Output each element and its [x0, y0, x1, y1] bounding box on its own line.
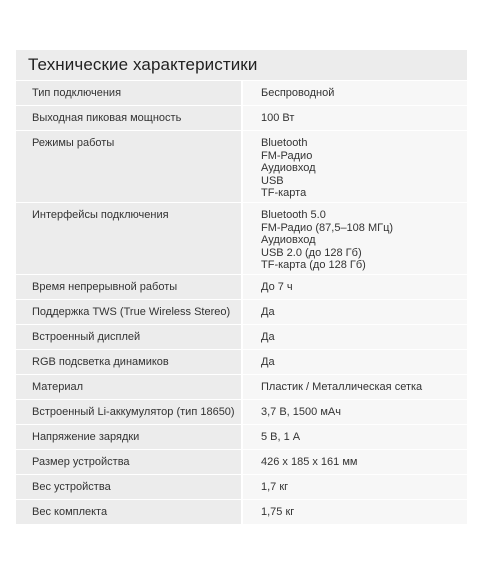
spec-value-line: USB [261, 174, 284, 187]
spec-label: Время непрерывной работы [16, 275, 241, 299]
spec-label: Выходная пиковая мощность [16, 106, 241, 130]
spec-value [243, 400, 467, 424]
spec-value [243, 106, 467, 130]
spec-value-line: TF-карта [261, 187, 307, 199]
spec-value [243, 300, 467, 324]
spec-value-line: 1,7 кг [261, 481, 289, 493]
spec-row [16, 325, 467, 350]
spec-label: Вес комплекта [16, 500, 241, 524]
spec-row [16, 425, 467, 450]
spec-value [243, 131, 467, 202]
spec-value-line: Беспроводной [261, 87, 335, 99]
spec-label: RGB подсветка динамиков [16, 350, 241, 374]
spec-value-line: TF-карта (до 128 Гб) [261, 259, 366, 271]
spec-value [243, 500, 467, 524]
spec-value-line: Bluetooth 5.0 [261, 209, 326, 221]
spec-row [16, 131, 467, 203]
spec-row [16, 300, 467, 325]
spec-row [16, 350, 467, 375]
spec-value [243, 275, 467, 299]
spec-value [243, 81, 467, 105]
spec-row [16, 375, 467, 400]
spec-value-line: 5 В, 1 А [261, 431, 301, 443]
spec-value-line: Bluetooth [261, 137, 308, 149]
spec-label: Встроенный Li-аккумулятор (тип 18650) [16, 400, 241, 424]
spec-value [243, 203, 467, 274]
spec-value-line: USB 2.0 (до 128 Гб) [261, 246, 362, 259]
spec-value [243, 450, 467, 474]
spec-label: Интерфейсы подключения [16, 203, 241, 274]
spec-row [16, 203, 467, 275]
spec-label: Режимы работы [16, 131, 241, 202]
section-title: Технические характеристики [28, 55, 258, 74]
spec-value-line: До 7 ч [261, 281, 293, 293]
section-header [16, 50, 467, 80]
spec-value-line: Аудиовход [261, 234, 316, 246]
spec-value-line: Да [261, 331, 275, 343]
spec-value [243, 425, 467, 449]
spec-row [16, 500, 467, 525]
specs-table [16, 81, 467, 525]
spec-value [243, 375, 467, 399]
spec-value-line: Да [261, 306, 275, 318]
spec-value-line: Пластик / Металлическая сетка [261, 381, 423, 393]
spec-row [16, 400, 467, 425]
spec-value-line: 426 x 185 x 161 мм [261, 456, 358, 468]
spec-row [16, 106, 467, 131]
spec-value-line: 1,75 кг [261, 506, 295, 518]
spec-label: Напряжение зарядки [16, 425, 241, 449]
spec-value-line: Аудиовход [261, 162, 316, 174]
spec-value [243, 350, 467, 374]
spec-label: Размер устройства [16, 450, 241, 474]
spec-value-line: FM-Радио (87,5–108 МГц) [261, 221, 394, 234]
spec-row [16, 475, 467, 500]
spec-label: Поддержка TWS (True Wireless Stereo) [16, 300, 241, 324]
spec-value-line: 3,7 В, 1500 мАч [261, 406, 341, 418]
spec-row [16, 450, 467, 475]
spec-row [16, 81, 467, 106]
spec-value-line: Да [261, 356, 275, 368]
spec-label: Тип подключения [16, 81, 241, 105]
spec-value [243, 325, 467, 349]
spec-value [243, 475, 467, 499]
spec-value-line: FM-Радио [261, 149, 313, 162]
spec-row [16, 275, 467, 300]
spec-value-line: 100 Вт [261, 112, 295, 124]
spec-label: Материал [16, 375, 241, 399]
spec-label: Вес устройства [16, 475, 241, 499]
spec-label: Встроенный дисплей [16, 325, 241, 349]
